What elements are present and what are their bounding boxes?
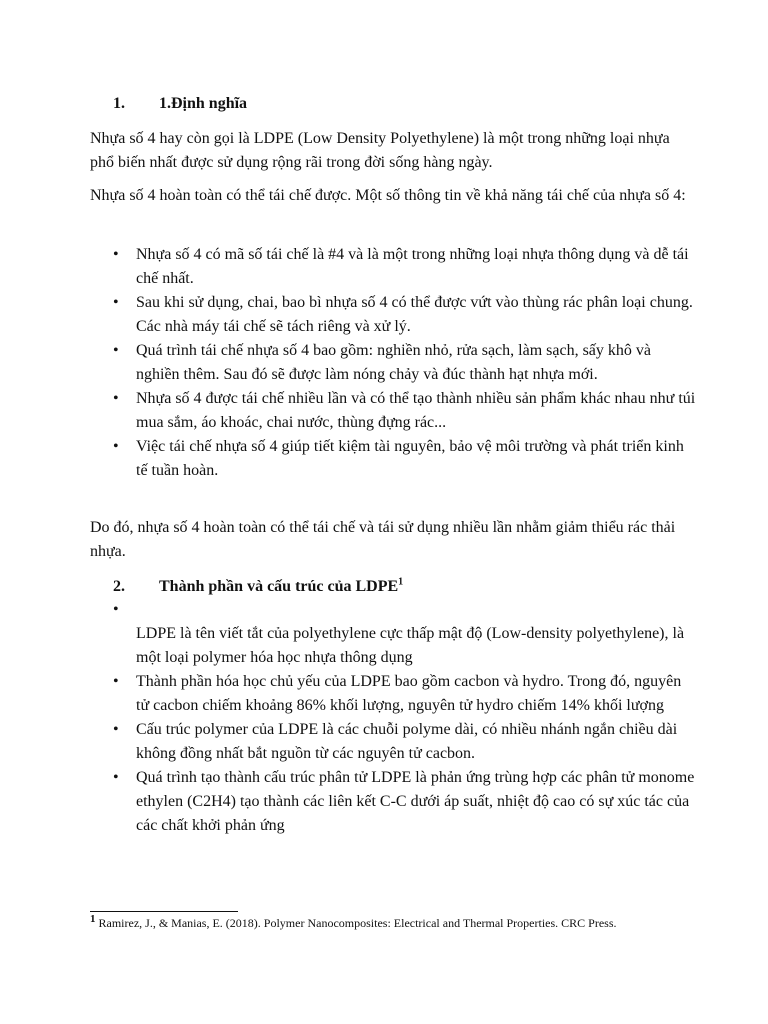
- bullet-icon: •: [113, 438, 119, 455]
- footnote-reference[interactable]: 1: [398, 576, 404, 588]
- paragraph-conclusion: Do đó, nhựa số 4 hoàn toàn có thể tái chế và tái sử dụng nhiều lần nhằm giảm thiểu rác thải nhựa.: [90, 519, 676, 560]
- footnote-separator: [90, 911, 238, 912]
- bullet-icon: •: [113, 769, 119, 786]
- bullet-icon: •: [113, 721, 119, 738]
- section-2-title-text: Thành phần và cấu trúc của LDPE: [159, 578, 399, 595]
- footnote-marker: 1: [90, 913, 96, 925]
- bullet-icon: •: [113, 294, 119, 311]
- list-item: [0, 387, 696, 435]
- recycling-info-list: [0, 243, 768, 483]
- section-1-title: 1.Định nghĩa: [159, 95, 248, 112]
- ldpe-structure-list: [0, 598, 768, 838]
- bullet-icon: •: [113, 246, 119, 263]
- list-item: [0, 718, 696, 766]
- footnote: [90, 914, 617, 932]
- paragraph-recyclability-intro: Nhựa số 4 hoàn toàn có thể tái chế được. Một số thông tin về khả năng tái chế của nhựa số 4:: [90, 187, 686, 204]
- list-item: [0, 598, 696, 622]
- footnote-text: Ramirez, J., & Manias, E. (2018). Polymer Nanocomposites: Electrical and Thermal Properties. CRC Press.: [95, 916, 617, 930]
- paragraph-ldpe-definition: Nhựa số 4 hay còn gọi là LDPE (Low Density Polyethylene) là một trong những loại nhựa phổ biến nhất được sử dụng rộng rãi trong đời sống hàng ngày.: [90, 130, 670, 171]
- bullet-icon: •: [113, 342, 119, 359]
- list-item: [0, 339, 696, 387]
- list-item-text: Quá trình tái chế nhựa số 4 bao gồm: nghiền nhỏ, rửa sạch, làm sạch, sấy khô và nghiền thêm. Sau đó sẽ được làm nóng chảy và đúc thành hạt nhựa mới.: [136, 342, 651, 383]
- list-item-text: Sau khi sử dụng, chai, bao bì nhựa số 4 có thể được vứt vào thùng rác phân loại chung. Các nhà máy tái chế sẽ tách riêng và xử lý.: [136, 294, 693, 335]
- list-item-text: Việc tái chế nhựa số 4 giúp tiết kiệm tài nguyên, bảo vệ môi trường và phát triển kinh tế tuần hoàn.: [136, 438, 684, 479]
- list-item: [0, 291, 696, 339]
- list-item: [0, 243, 696, 291]
- list-item-text: Quá trình tạo thành cấu trúc phân tử LDPE là phản ứng trùng hợp các phân tử monome ethylen (C2H4) tạo thành các liên kết C-C dưới áp suất, nhiệt độ cao có sự xúc tác của các chất khởi phản ứng: [136, 769, 695, 834]
- bullet-icon: •: [113, 601, 119, 618]
- list-item: [0, 435, 696, 483]
- list-item: [0, 670, 696, 718]
- section-1-number: 1.: [113, 95, 125, 112]
- list-item-text: Nhựa số 4 có mã số tái chế là #4 và là một trong những loại nhựa thông dụng và dễ tái chế nhất.: [136, 246, 689, 287]
- list-item-text: Cấu trúc polymer của LDPE là các chuỗi polyme dài, có nhiều nhánh ngắn chiều dài không đồng nhất bắt nguồn từ các nguyên tử cacbon.: [136, 721, 678, 762]
- list-item-text: LDPE là tên viết tắt của polyethylene cực thấp mật độ (Low-density polyethylene), là một loại polymer hóa học nhựa thông dụng: [136, 625, 685, 666]
- bullet-icon: •: [113, 390, 119, 407]
- list-item-text: Nhựa số 4 được tái chế nhiều lần và có thể tạo thành nhiều sản phẩm khác nhau như túi mua sắm, áo khoác, chai nước, thùng đựng rác...: [136, 390, 696, 431]
- section-2-number: 2.: [113, 578, 125, 595]
- bullet-icon: •: [113, 673, 119, 690]
- section-2-title: [159, 575, 403, 599]
- list-item: [0, 622, 696, 670]
- list-item: [0, 766, 696, 838]
- list-item-text: Thành phần hóa học chủ yếu của LDPE bao gồm cacbon và hydro. Trong đó, nguyên tử cacbon chiếm khoảng 86% khối lượng, nguyên tử hydro chiếm 14% khối lượng: [136, 673, 682, 714]
